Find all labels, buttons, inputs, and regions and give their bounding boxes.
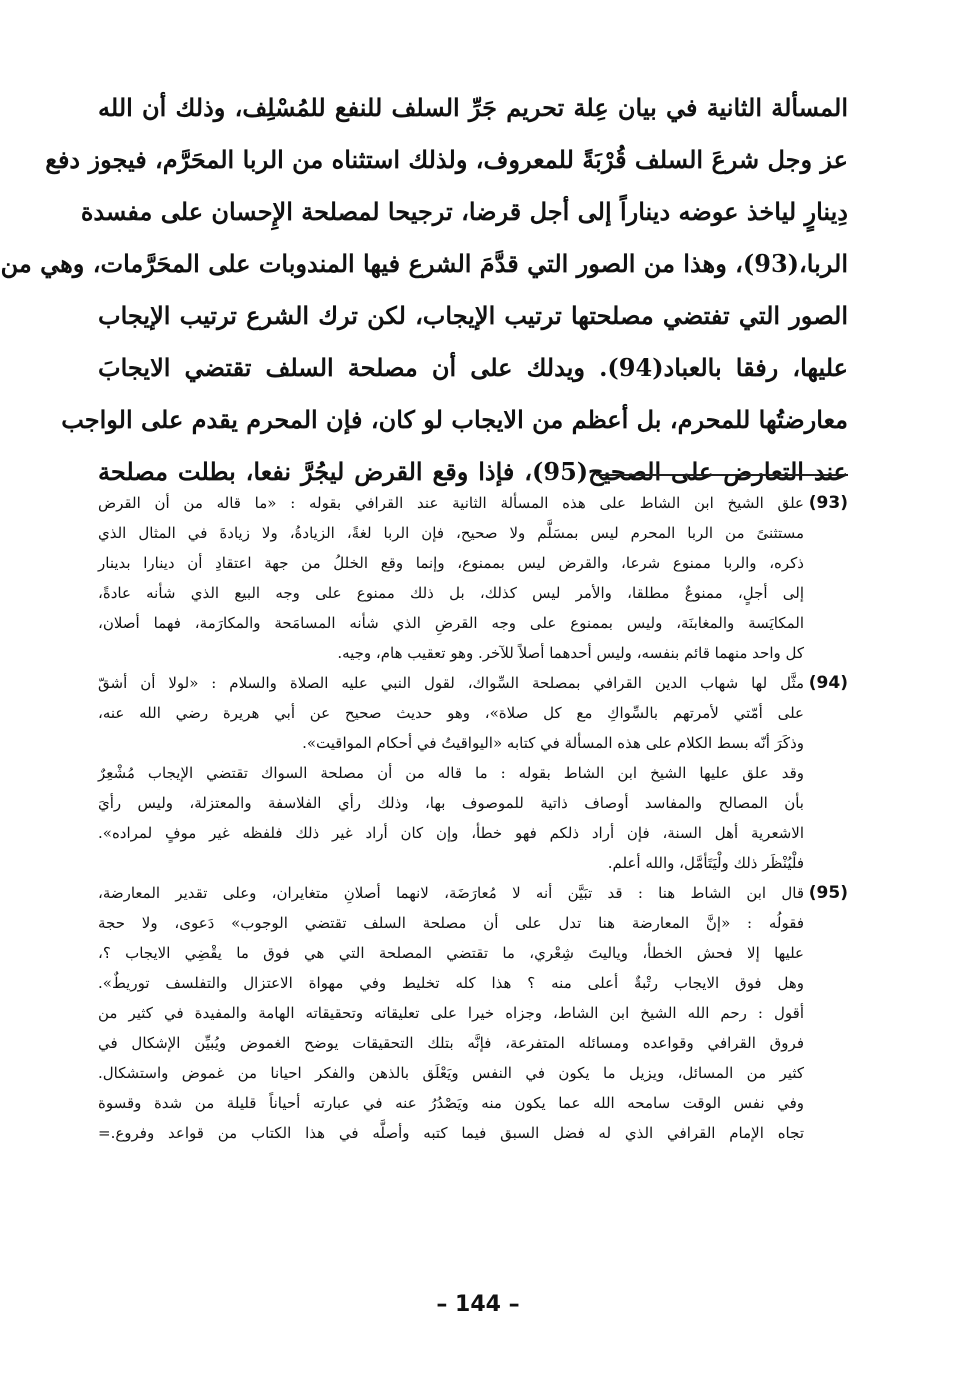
- footnote-line: فقولُه : «إنَّ المعارضة هنا تدل على أن مصلحة السلف تقتضي الوجوب» دَعوى، ولا حجة: [98, 914, 804, 932]
- main-text: [0, 82, 849, 498]
- main-text-line: عند التعارض على الصحيح(95)، فإذا وقع القرض ليجُرَّ نفعا، بطلت مصلحة: [98, 457, 849, 486]
- main-text-line: عز وجل شرعَ السلف قُرْبَةً للمعروف، ولذلك استثناه من الربا المحَرَّم، فيجوز دفع: [45, 145, 848, 174]
- footnote-number: (94): [808, 673, 848, 693]
- footnote-line: تجاه الإمام القرافي الذي له فضل السبق فيما كتبه وأصلَّه في هذا الكتاب من قواعد وفروع.=: [98, 1124, 804, 1142]
- footnote-line: عليها إلا فحش الخطأ، وياليتَ شِعْري، ما تقتضي المصلحة التي هي فوق ما يقْضِي الايجاب ؟،: [98, 944, 804, 962]
- main-text-line: معارضتُها للمحرم، بل أعظم من الايجاب لو كان، فإن المحرم يقدم على الواجب: [61, 405, 848, 434]
- main-text-line: الصور التي تفتضي مصلحتها ترتيب الإيجاب، لكن ترك الشرع ترتيب الإيجاب: [98, 301, 848, 330]
- footnote-separator: [596, 474, 848, 476]
- footnote-line: أقول : رحم الله الشيخ ابن الشاط، وجزاه خيرا على تعليقاته وتحقيقاته الهامة والمفيدة في كثير من: [98, 1004, 804, 1022]
- footnote-line: وهل فوق الايجاب رتْبةٌ أعلى منه ؟ هذا كله تخليط وفي مهواة الاعتزال والتفلسف توريطٌ».: [98, 974, 804, 992]
- footnote-line: فلْيُنْظَر ذلك ولْيَتَأمَّل، والله أعلم.: [607, 854, 804, 872]
- footnotes: [98, 488, 848, 1148]
- footnote-93: [98, 488, 848, 668]
- main-text-line: عليها، رفقا بالعباد(94). ويدلك على أن مصلحة السلف تقتضي الايجابَ: [98, 353, 848, 382]
- section-heading: المسألة الثانية: [706, 93, 848, 122]
- footnote-line: إلى أجلٍ، ممنوعٌ مطلقا، والأمر ليس كذلك، بل ذلك ممنوع على وجه البيع الذي شأنه عادةً،: [98, 584, 804, 602]
- footnote-number: (95): [808, 883, 848, 903]
- footnote-line: فروق القرافي وقواعده ومسائله المتفرعة، فإنَّه بتلك التحقيقات يوضح الغموض ويُبيِّن الإشكال في: [98, 1034, 804, 1052]
- footnote-line: الاشعرية أهل السنة، فإن أراد ذلكم فهو خطأ، وإن كان أراد غير ذلك فلفظه غير موفٍ لمراده».: [98, 824, 804, 842]
- main-text-line: دِينارٍ لياخذ عوضه ديناراً إلى أجل قرضا، ترجيحا لمصلحة الإِحسان على مفسدة: [80, 197, 848, 226]
- page-number: – 144 –: [436, 1292, 520, 1317]
- footnote-line: وذكَرَ أنّه بسط الكلام على هذه المسألة في كتابه «اليواقيتُ في أحكام المواقيت».: [302, 734, 804, 752]
- main-text-line: الربا،(93)، وهذا من الصور التي قدَّمَ الشرع فيها المندوبات على المحَرَّمات، وهي من: [0, 249, 848, 278]
- footnote-line: علق الشيخ ابن الشاط على هذه المسألة الثانية عند القرافي بقوله : «ما قاله من أن القرض: [98, 494, 804, 512]
- footnote-line: المكايَسة والمغابنَة، وليس بممنوع على وجه القرضِ الذي شأنه المسامَحة والمكارَمة، فهما أصلان،: [98, 614, 804, 632]
- footnote-94: [98, 668, 848, 878]
- footnote-line: وفي نفس الوقت سامحه الله عما يكون منه ويَصْدُرُ عنه في عبارته أحياناً قليلة من شدة وقسوة: [98, 1094, 804, 1112]
- footnote-line: وقد علق عليها الشيخ ابن الشاط بقوله : ما قاله من أن مصلحة السواك تقتضي الإيجاب مُشْعِرٌ: [98, 764, 804, 782]
- footnote-line: على أمّتي لأمرتهم بالسِّواكِ مع كل صلاة»، وهو حديث صحيح عن أبي هريرة رضي الله عنه،: [98, 704, 804, 722]
- footnote-95: [98, 878, 848, 1148]
- footnote-line: مثَّل لها شهاب الدين القرافي بمصلحة السِّواك، لقول النبي عليه الصلاة والسلام : «لولا أن أشقّ: [98, 674, 804, 692]
- footnote-number: (93): [808, 493, 848, 513]
- footnote-line: كل واحد منهما قائم بنفسه، وليس أحدهما أصلاً للآخر. وهو تعقيب هام، وجيه.: [337, 644, 804, 662]
- main-text-line: المسألة الثانية في بيان عِلة تحريم جَرِّ السلف للنفع للمُسْلِف، وذلك أن الله: [98, 93, 848, 122]
- footnote-line: كثير من المسائل، ويزيل ما يكون في النفس ويَعْلَق بالذهن والفكر احيانا من غموض واستشكال.: [98, 1064, 804, 1082]
- footnote-line: قال ابن الشاط هنا : قد تبَيَّن أنه لا مُعارَضَة، لانهما أصلانِ متغايران، وعلى تقدير المعارضة،: [98, 884, 804, 902]
- footnote-line: بأن المصالح والمفاسد أوصاف ذاتية للموصوف بها، وذلك رأي الفلاسفة والمعتزلة، وليس رأيَ: [98, 794, 804, 812]
- footnote-line: ذكره، والربا ممنوع شرعا، والقرض ليس بممنوع، وإنما وقع الخللُ من جهة اعتقادِ أن دينارا بدينار: [98, 554, 804, 572]
- footnote-line: مستثنىً من الربا المحرم ليس بمسَلَّم ولا صحيح، فإن الربا لغةً، الزيادةُ، ولا زيادةَ في المثال الذي: [98, 524, 804, 542]
